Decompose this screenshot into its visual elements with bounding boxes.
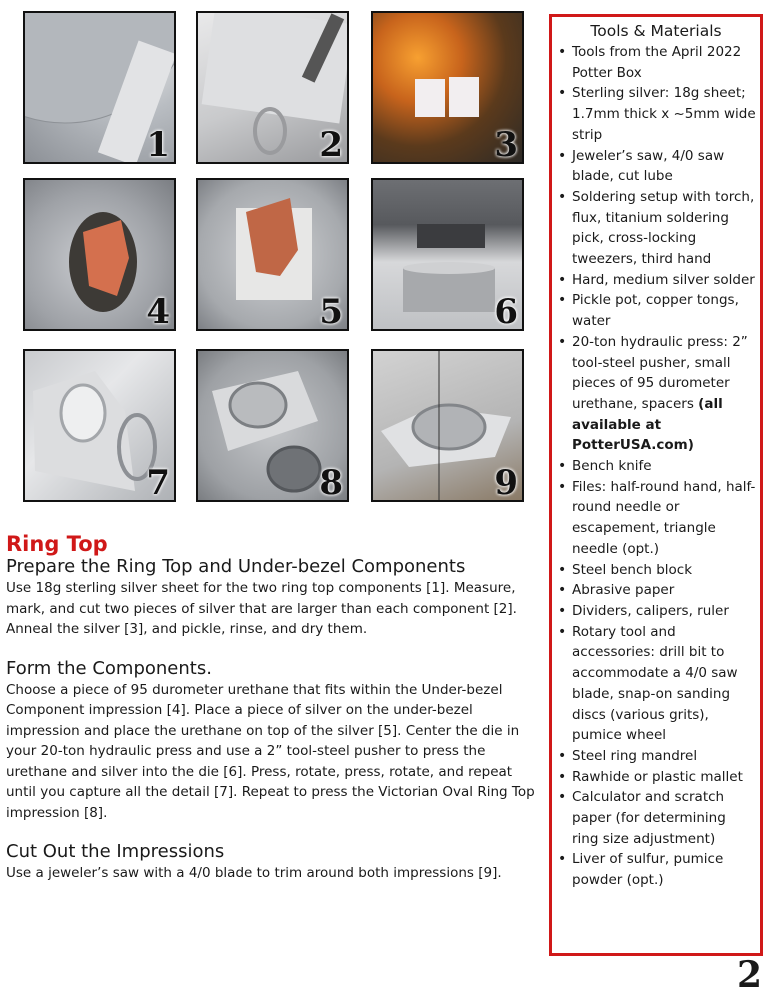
step-2-photo (196, 11, 349, 164)
step-5-photo (196, 178, 349, 331)
list-item: • Rawhide or plastic mallet (572, 767, 756, 788)
step-3-photo (371, 11, 524, 164)
step-number: 8 (319, 463, 343, 502)
subsection-title: Form the Components. (6, 657, 212, 679)
paragraph: Use a jeweler’s saw with a 4/0 blade to trim around both impressions [9]. (6, 865, 502, 881)
step-8-photo (196, 349, 349, 502)
press-availability-note: (all available at PotterUSA.com) (572, 395, 723, 454)
list-item: • Sterling silver: 18g sheet; 1.7mm thick x ~5mm wide strip (572, 83, 756, 145)
step-number: 3 (494, 125, 518, 164)
sidebar-title: Tools & Materials (590, 22, 722, 40)
list-item: • Steel ring mandrel (572, 746, 756, 767)
main-content (6, 532, 546, 884)
list-item: • Tools from the April 2022 Potter Box (572, 42, 756, 83)
list-item: • Steel bench block (572, 560, 756, 581)
list-item: • Abrasive paper (572, 580, 756, 601)
list-item-text: 20-ton hydraulic press: 2” tool-steel pusher, small pieces of 95 durometer urethane, spacers (572, 333, 748, 412)
list-item: • Liver of sulfur, pumice powder (opt.) (572, 849, 756, 890)
step-number: 7 (146, 463, 170, 502)
list-item: • Bench knife (572, 456, 756, 477)
step-9-photo (371, 349, 524, 502)
list-item: • Soldering setup with torch, flux, titanium soldering pick, cross-locking tweezers, third hand (572, 187, 756, 270)
section-heading: Ring Top (6, 532, 108, 556)
step-1-photo (23, 11, 176, 164)
list-item: • Jeweler’s saw, 4/0 saw blade, cut lube (572, 146, 756, 187)
list-item: • Rotary tool and accessories: drill bit to accommodate a 4/0 saw blade, snap-on sanding discs (various grits), pumice wheel (572, 622, 756, 746)
step-number: 4 (146, 292, 170, 331)
list-item: • Dividers, calipers, ruler (572, 601, 756, 622)
step-7-photo (23, 349, 176, 502)
list-item: • Calculator and scratch paper (for determining ring size adjustment) (572, 787, 756, 849)
step-4-photo (23, 178, 176, 331)
list-item (572, 332, 756, 456)
tools-list (552, 42, 760, 891)
step-number: 9 (494, 463, 518, 502)
subsection-title: Prepare the Ring Top and Under-bezel Components (6, 556, 466, 577)
step-number: 5 (319, 292, 343, 331)
paragraph: Choose a piece of 95 durometer urethane that fits within the Under-bezel Component impression [4]. Place a piece of silver on the under-bezel impression and place the urethane on top of the silver [5]. Center the die in your 20-ton hydraulic press and use a 2” tool-steel pusher to press the urethane and silver into the die [6]. Press, rotate, press, rotate, and repeat until you capture all the detail [7]. Repeat to press the Victorian Oval Ring Top impression [8]. (6, 681, 535, 821)
list-item: • Files: half-round hand, half-round needle or escapement, triangle needle (opt.) (572, 477, 756, 560)
subsection-title: Cut Out the Impressions (6, 841, 225, 862)
step-number: 1 (146, 125, 170, 164)
step-6-photo (371, 178, 524, 331)
step-number: 2 (319, 125, 343, 164)
list-item: • Hard, medium silver solder (572, 270, 756, 291)
paragraph: Use 18g sterling silver sheet for the two ring top components [1]. Measure, mark, and cut two pieces of silver that are larger than each component [2]. Anneal the silver [3], and pickle, rinse, and dry them. (6, 580, 517, 637)
step-number: 6 (494, 292, 518, 331)
page-number: 2 (736, 954, 762, 996)
tools-materials-box (549, 14, 763, 956)
list-item: • Pickle pot, copper tongs, water (572, 290, 756, 331)
